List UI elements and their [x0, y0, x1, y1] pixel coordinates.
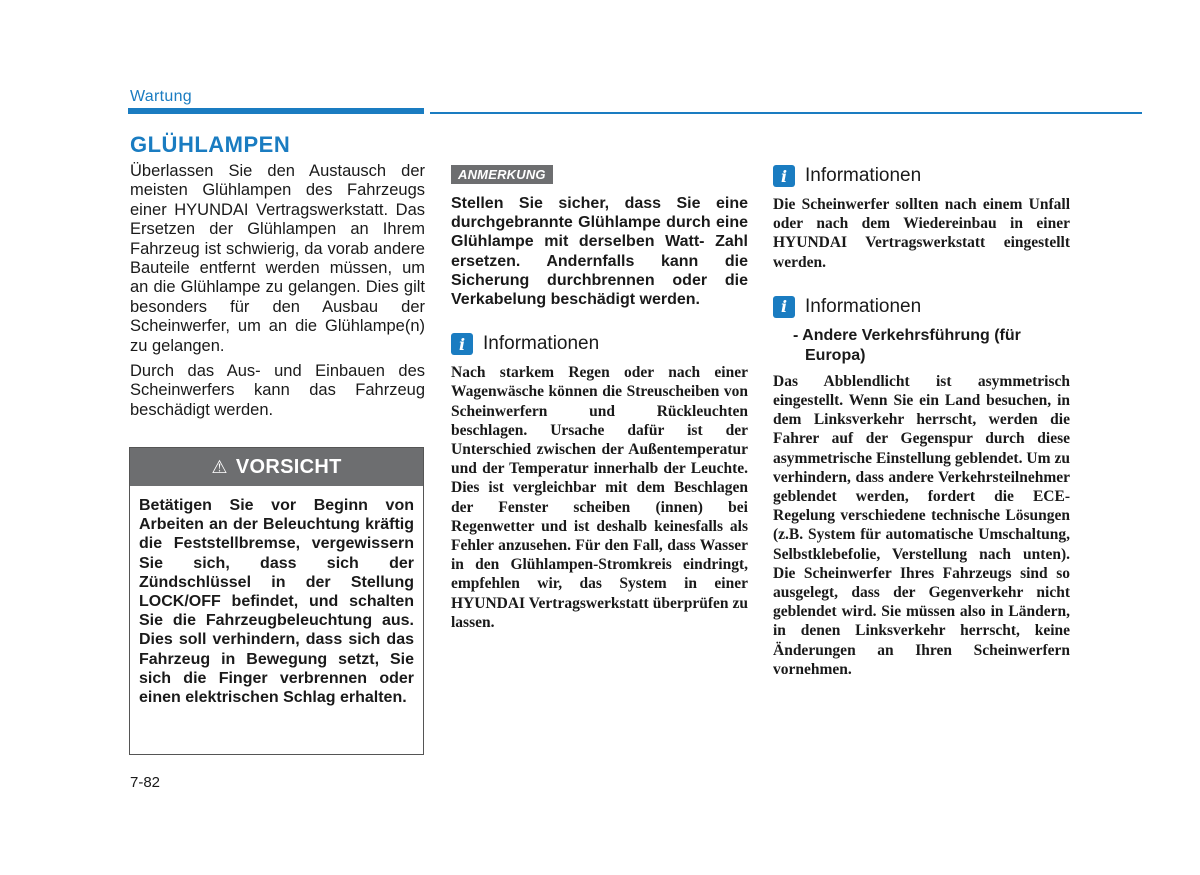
info-header [773, 296, 1070, 318]
info-title: Informationen [805, 165, 922, 186]
info-icon: i [451, 333, 473, 355]
header-rule-thin [430, 112, 1142, 114]
info-icon: i [773, 165, 795, 187]
info-icon: i [773, 296, 795, 318]
info-header [451, 333, 748, 355]
caution-header [130, 448, 423, 486]
note-badge: ANMERKUNG [451, 165, 553, 184]
page-number: 7-82 [130, 774, 161, 791]
warning-triangle-icon: ⚠ [211, 456, 228, 477]
info-block-condensation [451, 333, 748, 632]
damage-paragraph: Durch das Aus- und Einbauen des Scheinwerfers kann das Fahrzeug beschädigt werden. [130, 362, 425, 419]
caution-text: Betätigen Sie vor Beginn von Arbeiten an der Beleuchtung kräftig die Feststellbremse, vergewissern Sie sich, dass sich der Zündschlüssel in der Stellung LOCK/OFF befindet, und schalten Sie die Fahrzeugbeleuchtung aus. Dies soll verhindern, dass sich das Fahrzeug in Bewegung setzt, Sie sich die Finger verbrennen oder einen elektrischen Schlag erhalten. [139, 497, 414, 707]
intro-paragraph: Überlassen Sie den Austausch der meisten Glühlampen des Fahrzeugs einer HYUNDAI Vertragswerkstatt. Das Ersetzen der Glühlampen an Ihrem Fahrzeug ist schwierig, da vorab andere Bauteile entfernt werden müssen, um an die Glühlampe zu gelangen. Dies gilt besonders für den Ausbau der Scheinwerfer, um an die Glühlampe(n) zu gelangen. [130, 162, 425, 355]
middle-column [451, 165, 748, 632]
caution-box [129, 447, 424, 755]
info-text: Die Scheinwerfer sollten nach einem Unfall oder nach dem Wiedereinbau in einer HYUNDAI Vertragswerkstatt eingestellt werden. [773, 196, 1070, 271]
note-text: Stellen Sie sicher, dass Sie eine durchgebrannte Glühlampe durch eine Glühlampe mit derselben Watt- Zahl ersetzen. Andernfalls kann die Sicherung durchbrennen oder die Verkabelung beschädigt werden. [451, 195, 748, 309]
info-text: Nach starkem Regen oder nach einer Wagenwäsche können die Streuscheiben von Scheinwerfern und Rückleuchten beschlagen. Ursache dafür ist der Unterschied zwischen der Außentemperatur und der Temperatur innerhalb der Leuchte. Dies ist vergleichbar mit dem Beschlagen der Fenster scheiben (innen) bei Regenwetter und ist deshalb keinesfalls als Fehler anzusehen. Für den Fall, dass Wasser in den Glühlampen-Stromkreis eindringt, empfehlen wir, das System in einer HYUNDAI Vertragswerkstatt überprüfen zu lassen. [451, 364, 748, 631]
info-block-adjustment [773, 165, 1070, 272]
info-header [773, 165, 1070, 187]
left-column [130, 162, 425, 426]
section-label: Wartung [130, 88, 192, 105]
caution-label: VORSICHT [235, 455, 342, 478]
page-title: GLÜHLAMPEN [130, 132, 291, 157]
header-rule-thick [128, 108, 424, 114]
info-block-traffic [773, 296, 1070, 679]
info-subheading: - Andere Verkehrsführung (für Europa) [793, 326, 1021, 364]
info-text: Das Abblendlicht ist asymmetrisch eingestellt. Wenn Sie ein Land besuchen, in dem Linksverkehr herrscht, werden die Fahrer auf der Gegenspur durch diese asymmetrische Einstellung geblendet. Um zu verhindern, dass andere Verkehrsteilnehmer geblendet werden, fordert die ECE-Regelung verschiedene technische Lösungen (z.B. System für automatische Umschaltung, Selbstklebefolie, Verstellung nach unten). Die Scheinwerfer Ihres Fahrzeugs sind so ausgelegt, dass der Gegenverkehr nicht geblendet wird. Sie müssen also in Ländern, in denen Linksverkehr herrscht, keine Änderungen an Ihren Scheinwerfern vornehmen. [773, 372, 1070, 678]
right-column [773, 165, 1070, 679]
info-title: Informationen [805, 295, 922, 317]
info-title: Informationen [483, 333, 600, 355]
